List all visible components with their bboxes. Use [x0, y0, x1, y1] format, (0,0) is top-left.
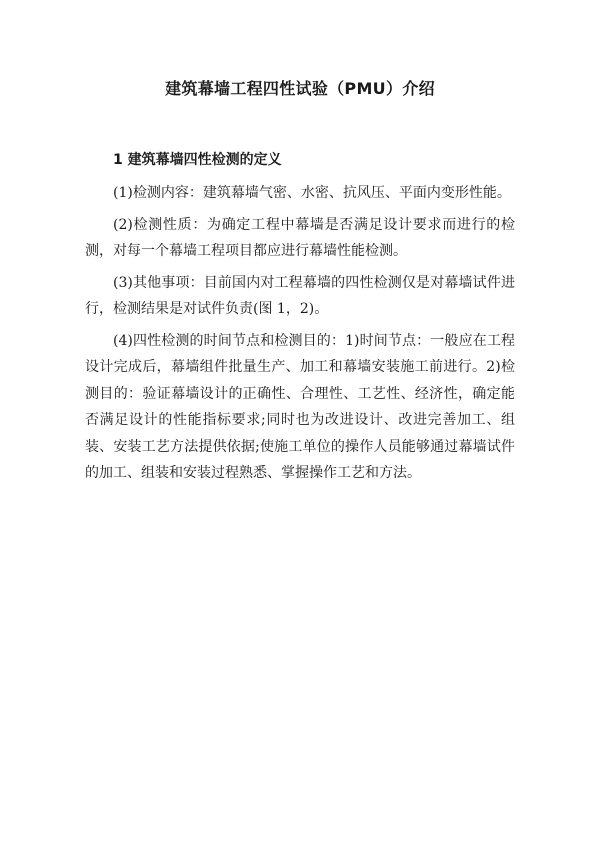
document-body — [85, 180, 515, 492]
section-heading: 1 建筑幕墙四性检测的定义 — [113, 152, 282, 168]
document-title: 建筑幕墙工程四性试验（PMU）介绍 — [165, 79, 435, 98]
paragraph-other-matters: (3)其他事项：目前国内对工程幕墙的四性检测仅是对幕墙试件进行，检测结果是对试件负责(图 1，2)。 — [85, 274, 515, 317]
paragraph-detection-nature: (2)检测性质：为确定工程中幕墙是否满足设计要求而进行的检测，对每一个幕墙工程项目都应进行幕墙性能检测。 — [85, 216, 515, 259]
paragraph-detection-content: (1)检测内容：建筑幕墙气密、水密、抗风压、平面内变形性能。 — [113, 185, 511, 201]
paragraph-timing-and-purpose: (4)四性检测的时间节点和检测目的：1)时间节点：一般应在工程设计完成后，幕墙组件批量生产、加工和幕墙安装施工前进行。2)检测目的：验证幕墙设计的正确性、合理性、工艺性、经济性，确定能否满足设计的性能指标要求;同时也为改进设计、改进完善加工、组装、安装工艺方法提供依据;使施工单位的操作人员能够通过幕墙试件的加工、组装和安装过程熟悉、掌握操作工艺和方法。 — [85, 332, 515, 481]
